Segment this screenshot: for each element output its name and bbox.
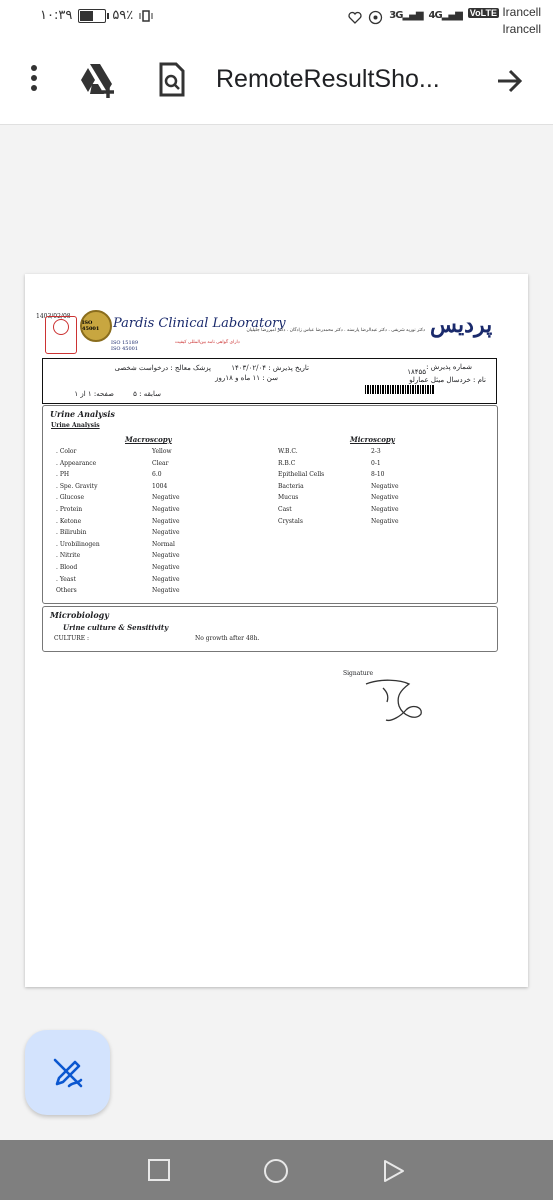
urine-subtitle: Urine Analysis <box>51 422 100 429</box>
macroscopy-item-value: Negative <box>152 587 180 595</box>
physician: پزشک معالج : درخواست شخصی <box>114 364 211 372</box>
patient-name: نام : خردسال میثل عمارلو <box>409 376 486 384</box>
lab-logo: پردیس <box>430 312 493 338</box>
macroscopy-item-value: Negative <box>152 564 180 571</box>
macroscopy-item-value: 1004 <box>152 482 168 490</box>
macroscopy-item-value: Negative <box>152 575 180 583</box>
preview-icon[interactable] <box>158 62 186 98</box>
medical-lab-badge <box>45 316 77 354</box>
macroscopy-item-name: . Glucose <box>56 494 84 502</box>
microscopy-item-value: 2-3 <box>371 448 381 455</box>
urine-analysis-panel <box>42 405 498 604</box>
page-number: صفحه: ۱ از ۱ <box>74 390 114 398</box>
recents-icon[interactable] <box>147 1158 171 1182</box>
microscopy-item-name: Bacteria <box>278 482 304 490</box>
doctors-list: دکتر نوریه شریفی . دکتر عبدالرضا پارسنه . دکتر محمدرضا عباس زادگان . دکتر امیررضا جلیلیان <box>246 328 425 333</box>
macroscopy-item-value: Clear <box>152 459 169 467</box>
urine-title: Urine Analysis <box>50 409 115 419</box>
microscopy-item-name: Crystals <box>278 517 303 525</box>
certification-badges <box>45 310 112 354</box>
date-stamp: 1403/02/08 <box>36 313 71 320</box>
macroscopy-item-name: . Urobilinogen <box>56 540 100 548</box>
macroscopy-item-name: . PH <box>56 471 70 479</box>
certificate-note: دارای گواهی نامه بین‌المللی کیفیت <box>175 340 240 345</box>
carrier-1: Irancell <box>502 5 541 19</box>
microbiology-panel <box>42 606 498 652</box>
microscopy-item-value: Negative <box>371 506 399 513</box>
macroscopy-item-value: Negative <box>152 552 180 560</box>
file-title: RemoteResultSho... <box>216 65 440 93</box>
patient-info-box <box>42 358 497 404</box>
more-vert-icon[interactable] <box>26 65 42 99</box>
quality-seal-icon <box>53 319 69 335</box>
home-icon[interactable] <box>263 1158 289 1184</box>
macroscopy-item-name: . Nitrite <box>56 552 81 560</box>
microscopy-item-value: 0-1 <box>371 459 381 467</box>
iso-2: ISO 45001 <box>111 346 138 352</box>
macroscopy-item-value: Normal <box>152 540 175 548</box>
iso-1: ISO 15189 <box>111 340 138 346</box>
macroscopy-item-value: 6.0 <box>152 471 162 479</box>
heart-icon <box>348 11 362 25</box>
reception-date: تاریخ پذیرش : ۱۴۰۳/۰۲/۰۴ <box>231 364 309 372</box>
iso-badge <box>80 310 112 342</box>
macroscopy-heading: Macroscopy <box>125 435 172 444</box>
arrow-forward-icon[interactable] <box>495 66 525 96</box>
iso-badge-text: ISO 45001 <box>82 320 100 332</box>
edit-fab-button[interactable] <box>25 1030 110 1115</box>
macroscopy-item-name: . Ketone <box>56 517 82 525</box>
macroscopy-item-name: Others <box>56 587 77 595</box>
culture-subtitle: Urine culture & Sensitivity <box>63 623 169 632</box>
status-left <box>40 8 153 23</box>
signal-4g-icon: 4G▂▄▆ <box>428 10 462 21</box>
microscopy-heading: Microscopy <box>350 435 395 444</box>
carrier-info <box>468 4 541 37</box>
macroscopy-item-name: . Spe. Gravity <box>56 482 98 490</box>
signal-3g-icon: 3G▂▄▆ <box>389 10 423 21</box>
status-time: ۱۰:۳۹ <box>40 8 73 23</box>
macroscopy-item-value: Negative <box>152 529 180 537</box>
system-nav-bar <box>0 1140 553 1200</box>
microscopy-item-value: 8-10 <box>371 471 385 479</box>
history: سابقه : ۵ <box>133 390 161 398</box>
edit-pen-icon <box>51 1056 85 1090</box>
macroscopy-item-name: . Yeast <box>56 575 76 583</box>
macroscopy-item-value: Negative <box>152 517 180 525</box>
microscopy-item-name: R.B.C <box>278 459 296 467</box>
microscopy-item-value: Negative <box>371 517 399 525</box>
microscopy-item-value: Negative <box>371 494 399 502</box>
microscopy-item-value: Negative <box>371 482 399 490</box>
back-icon[interactable] <box>382 1158 406 1184</box>
barcode <box>365 385 435 394</box>
battery-level: ۵۹٪ <box>112 8 134 23</box>
drive-add-icon[interactable] <box>78 60 118 100</box>
volte-badge: VoLTE <box>469 8 497 18</box>
macroscopy-item-name: . Protein <box>56 506 83 513</box>
microscopy-item-name: Mucus <box>278 494 299 502</box>
microscopy-item-name: W.B.C. <box>278 448 298 455</box>
lab-name: Pardis Clinical Laboratory <box>113 316 286 331</box>
macroscopy-item-name: . Bilirubin <box>56 529 87 537</box>
macroscopy-item-name: . Color <box>56 448 77 455</box>
carrier-2: Irancell <box>502 22 541 36</box>
vibrate-icon <box>139 9 153 23</box>
macroscopy-item-name: . Blood <box>56 564 78 571</box>
culture-label: CULTURE : <box>54 635 90 642</box>
signature-area <box>343 670 433 725</box>
status-bar <box>0 0 553 40</box>
signature-scribble-icon <box>361 676 431 726</box>
culture-value: No growth after 48h. <box>195 635 260 642</box>
status-right <box>348 4 541 37</box>
patient-age: سن : ۱۱ ماه و ۱۸روز <box>215 374 278 382</box>
macroscopy-item-value: Negative <box>152 494 180 502</box>
reception-label: شماره پذیرش : <box>426 363 472 371</box>
document-page <box>25 274 528 987</box>
whatsapp-icon <box>368 10 383 25</box>
microscopy-item-name: Epithelial Cells <box>278 471 325 479</box>
reception-number: ۱۸۴۵۵ <box>407 368 426 376</box>
macroscopy-item-value: Negative <box>152 506 180 513</box>
microscopy-item-name: Cast <box>278 506 292 513</box>
macroscopy-item-name: . Appearance <box>56 459 97 467</box>
microbiology-title: Microbiology <box>50 610 109 620</box>
signature-label: Signature <box>343 670 374 677</box>
iso-lines <box>111 340 138 352</box>
macroscopy-item-value: Yellow <box>152 448 172 455</box>
app-toolbar <box>0 40 553 125</box>
battery-icon <box>78 9 106 23</box>
